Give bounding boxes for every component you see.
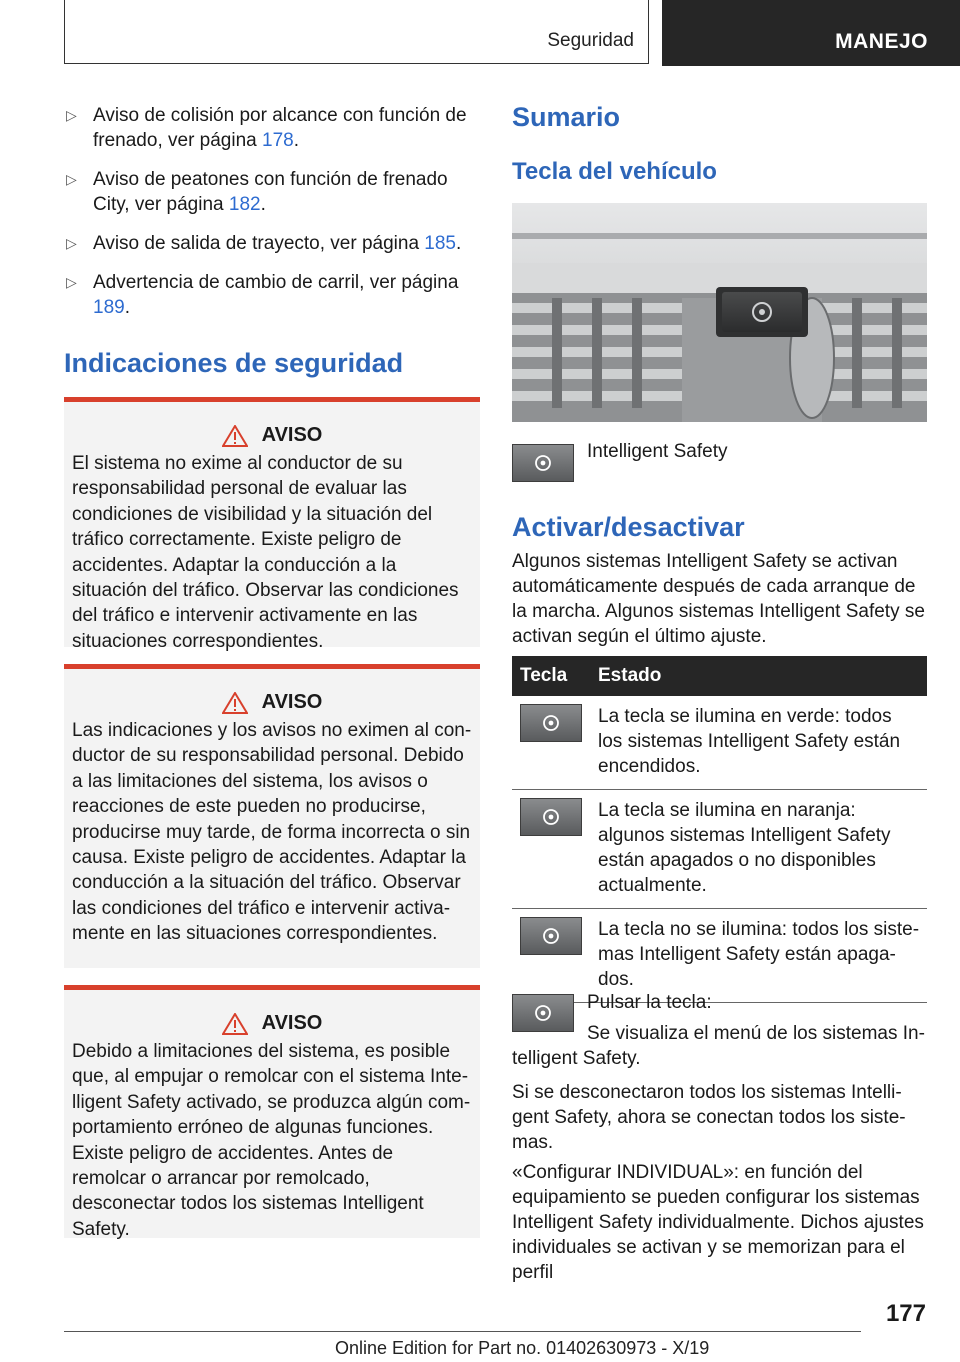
section-title: Seguridad [547, 30, 634, 51]
table-row [512, 696, 927, 790]
list-item: ▷ Advertencia de cambio de carril, ver página 189. [66, 272, 459, 318]
vehicle-key-photo [512, 203, 927, 422]
list-item: ▷ Aviso de salida de trayecto, ver página 185. [66, 233, 462, 254]
status-text: La tecla se ilumina en naranja: algunos sistemas Intelligent Safety están apagados o no disponibles actualmente. [590, 790, 927, 909]
triangle-bullet-icon: ▷ [66, 171, 77, 187]
table-row [512, 790, 927, 909]
warning-text: Las indicaciones y los avisos no eximen al conductor de su responsabilidad personal. Debido a las limitaciones del sistema, los avisos o reacciones de este pueden no producirse, producirse muy tarde, de forma incorrecta o sin causa. Existe peligro de accidentes. Adaptar la conducción a la situación del tráfico. Observar las condiciones del tráfico e intervenir activamente en las situaciones correspondientes. [72, 720, 472, 945]
chapter-title: MANEJO [835, 30, 928, 53]
left-column [64, 103, 480, 1238]
list-item: ▷ Aviso de peatones con función de frenado City, ver página 182. [66, 169, 448, 215]
page-link[interactable]: 189 [93, 297, 125, 318]
body-paragraph: «Configurar INDIVIDUAL»: en función del equipamiento se pueden configurar los sistemas Intelligent Safety individualmente. Dichos ajustes individuales se activan y se memorizan para el perfil [512, 1162, 924, 1283]
intelligent-safety-key-icon [512, 444, 574, 482]
page-number: 177 [885, 1300, 926, 1327]
intelligent-safety-key-icon [520, 704, 582, 742]
warning-text: El sistema no exime al conductor de su responsabilidad personal de evaluar las condiciones de visibilidad y la situación del tráfico correctamente. Existe peligro de accidentes. Adaptar la conducción a la situación del tráfico. Observar las condiciones del tráfico e intervenir activamente en las situaciones correspondientes. [72, 453, 459, 652]
body-paragraph: Si se desconectaron todos los sistemas Intelligent Safety, ahora se conectan todos los sistemas. [512, 1082, 906, 1153]
table-header-row [512, 656, 927, 696]
edition-footer: Online Edition for Part no. 01402630973 - X/19 [335, 1338, 710, 1358]
warning-triangle-icon [222, 1013, 248, 1035]
chapter-tab [662, 0, 960, 66]
key-heading: Tecla del vehículo [512, 158, 717, 185]
triangle-bullet-icon: ▷ [66, 107, 77, 123]
warning-title: AVISO [261, 691, 323, 713]
key-status-table [512, 656, 927, 1003]
activate-text: Algunos sistemas Intelligent Safety se activan automáticamente después de cada arranque de la marcha. Algunos sistemas Intelligent Safety se activan según el último ajuste. [512, 551, 925, 647]
warning-triangle-icon [222, 692, 248, 714]
warning-text: Debido a limitaciones del sistema, es posible que, al empujar o remolcar con el sistema Intelligent Safety activado, se produzca algún comportamiento erróneo de algunas funciones. Existe peligro de accidentes. Antes de remolcar o arrancar por remolcado, desconectar todos los sistemas Intelligent Safety. [72, 1041, 471, 1240]
column-header: Tecla [512, 656, 590, 696]
list-item: ▷ Aviso de colisión por alcance con función de frenado, ver página 178. [66, 105, 467, 151]
page-link[interactable]: 182 [228, 194, 261, 215]
dashboard-illustration [512, 203, 927, 422]
bullet-list [64, 103, 480, 320]
table-row [512, 909, 927, 1003]
triangle-bullet-icon: ▷ [66, 274, 77, 290]
press-instruction: Pulsar la tecla: [587, 992, 712, 1013]
press-result: Se visualiza el menú de los sistemas Intelligent Safety. [512, 1023, 925, 1069]
footer-divider [64, 1331, 861, 1332]
warning-box [64, 664, 480, 968]
warning-triangle-icon [222, 425, 248, 447]
page-link[interactable]: 185 [424, 233, 456, 254]
warning-title: AVISO [261, 1012, 323, 1034]
safety-heading: Indicaciones de seguridad [64, 348, 404, 378]
triangle-bullet-icon: ▷ [66, 235, 77, 251]
status-text: La tecla se ilumina en verde: todos los sistemas Intelligent Safety están encendidos. [590, 696, 927, 790]
activate-heading: Activar/desactivar [512, 512, 745, 542]
warning-title: AVISO [261, 424, 323, 446]
warning-box [64, 985, 480, 1238]
warning-box [64, 397, 480, 652]
running-header-frame [64, 0, 649, 64]
column-header: Estado [590, 656, 927, 696]
intelligent-safety-key-icon [520, 917, 582, 955]
intelligent-safety-key-icon [520, 798, 582, 836]
status-text: La tecla no se ilumina: todos los sistemas Intelligent Safety están apagados. [590, 909, 927, 1003]
key-caption: Intelligent Safety [587, 441, 728, 462]
page-link[interactable]: 178 [262, 130, 294, 151]
summary-heading: Sumario [512, 102, 621, 132]
